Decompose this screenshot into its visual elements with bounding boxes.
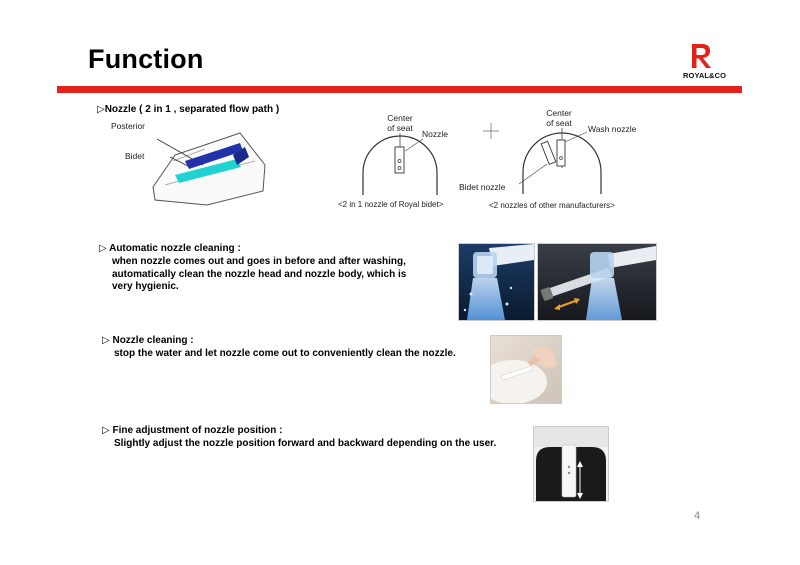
nozzle-cleaning-photo-1 — [458, 243, 535, 321]
fine-adjust-text: Slightly adjust the nozzle position forward and backward depending on the user. — [114, 438, 497, 449]
other-nozzle-diagram — [515, 128, 610, 198]
nozzle-heading: ▷Nozzle ( 2 in 1 , separated flow path ) — [97, 104, 280, 115]
manual-nozzle-cleaning-photo — [490, 335, 562, 404]
manual-cleaning-text: stop the water and let nozzle come out to conveniently clean the nozzle. — [114, 348, 456, 359]
royal-center-label: Center of seat — [387, 113, 413, 133]
nozzle-position-photo — [533, 426, 609, 502]
nozzle-cross-section-illustration — [145, 125, 280, 210]
auto-cleaning-heading: ▷ Automatic nozzle cleaning : — [99, 243, 241, 254]
crosshair-icon — [482, 122, 500, 140]
royal-nozzle-diagram — [355, 133, 445, 198]
wash-nozzle-label: Wash nozzle — [588, 124, 637, 134]
logo-text: ROYAL&CO — [683, 71, 727, 80]
header-divider — [57, 86, 742, 93]
royal-diagram-caption: <2 in 1 nozzle of Royal bidet> — [338, 200, 444, 209]
other-diagram-caption: <2 nozzles of other manufacturers> — [489, 201, 615, 210]
fine-adjust-heading: ▷ Fine adjustment of nozzle position : — [102, 425, 283, 436]
posterior-label: Posterior — [111, 121, 146, 131]
bidet-label: Bidet — [125, 151, 145, 161]
other-center-label: Center of seat — [546, 108, 572, 128]
page-title: Function — [88, 44, 204, 74]
royal-nozzle-label: Nozzle — [422, 129, 448, 139]
page-number: 4 — [694, 510, 701, 522]
auto-cleaning-text: when nozzle comes out and goes in before and after washing, automatically clean the nozzle head and nozzle body, which is very hygienic. — [112, 256, 407, 292]
nozzle-cleaning-photo-2 — [537, 243, 657, 321]
bidet-nozzle-label: Bidet nozzle — [459, 182, 506, 192]
manual-cleaning-heading: ▷ Nozzle cleaning : — [102, 335, 194, 346]
